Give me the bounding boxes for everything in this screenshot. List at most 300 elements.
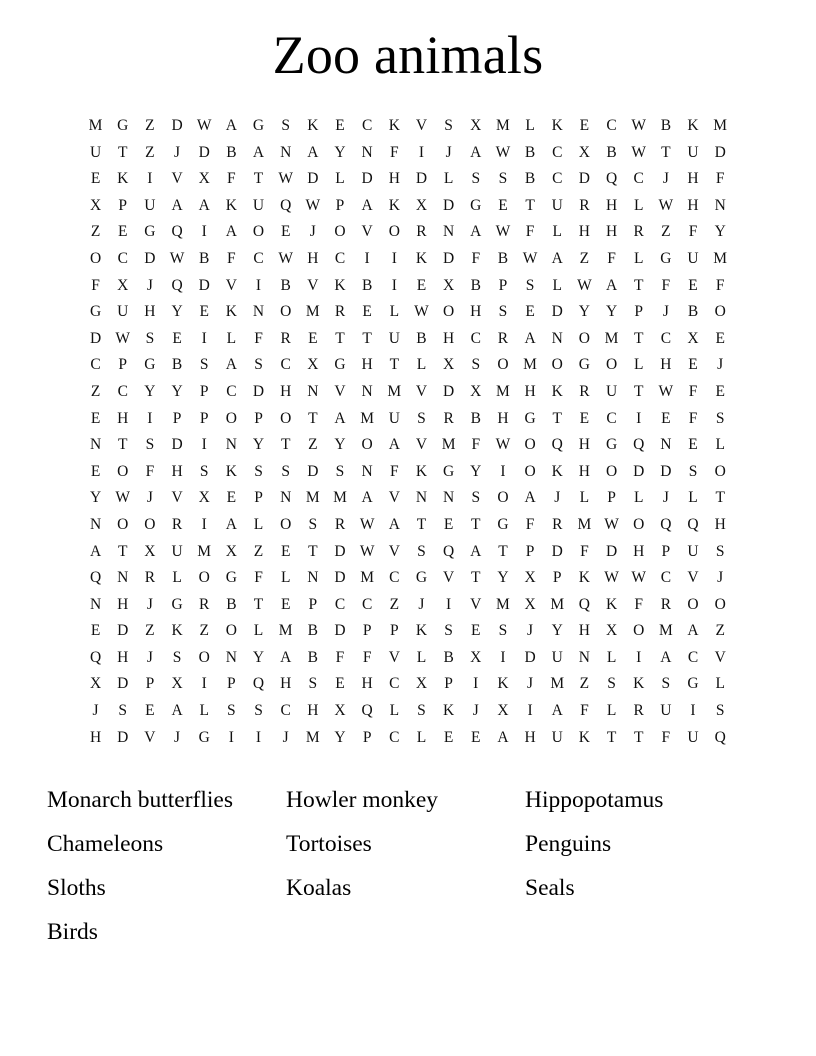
grid-cell[interactable]: C [606,409,617,427]
grid-cell[interactable]: O [524,436,536,454]
grid-cell[interactable]: H [144,303,156,321]
grid-cell[interactable]: H [660,356,672,374]
grid-cell[interactable]: S [715,702,725,720]
grid-cell[interactable]: Q [280,196,292,214]
grid-cell[interactable]: P [308,595,318,613]
grid-cell[interactable]: M [496,595,510,613]
grid-cell[interactable]: S [444,622,453,640]
grid-cell[interactable]: S [254,462,263,480]
grid-cell[interactable]: R [199,595,210,613]
grid-cell[interactable]: X [443,356,455,374]
grid-cell[interactable]: M [360,569,375,587]
grid-cell[interactable]: P [389,622,399,640]
grid-cell[interactable]: J [146,489,153,507]
grid-cell[interactable]: H [117,648,129,666]
grid-cell[interactable]: T [308,409,318,427]
grid-cell[interactable]: N [89,515,102,533]
grid-cell[interactable]: J [282,728,289,746]
grid-cell[interactable]: T [552,409,562,427]
grid-cell[interactable]: D [252,382,265,400]
grid-cell[interactable]: A [551,249,563,267]
grid-cell[interactable]: B [416,329,427,347]
grid-cell[interactable]: P [335,196,345,214]
grid-cell[interactable]: B [524,170,536,188]
grid-cell[interactable]: E [90,170,101,188]
grid-cell[interactable]: U [89,143,102,161]
grid-cell[interactable]: G [171,595,183,613]
grid-cell[interactable]: K [388,117,400,134]
grid-cell[interactable]: D [334,622,346,640]
grid-cell[interactable]: Y [551,622,563,640]
grid-cell[interactable]: F [634,595,644,613]
grid-cell[interactable]: L [253,622,264,640]
grid-cell[interactable]: A [361,489,373,507]
grid-cell[interactable]: F [471,249,481,267]
grid-cell[interactable]: M [523,356,537,374]
grid-cell[interactable]: I [527,702,533,720]
grid-cell[interactable]: X [524,569,536,587]
grid-cell[interactable]: E [688,356,698,374]
word-list-item[interactable]: Sloths [47,875,106,901]
grid-cell[interactable]: F [715,276,725,294]
letter-grid[interactable] [82,113,734,751]
grid-cell[interactable]: T [389,356,400,374]
grid-cell[interactable]: J [146,595,153,613]
grid-cell[interactable]: F [715,170,725,188]
grid-cell[interactable]: F [254,569,263,587]
grid-cell[interactable]: T [253,595,264,613]
grid-cell[interactable]: E [471,622,481,640]
grid-cell[interactable]: W [522,249,538,267]
grid-cell[interactable]: E [715,382,725,400]
grid-cell[interactable]: U [144,196,156,214]
grid-cell[interactable]: Z [389,595,400,613]
grid-cell[interactable]: U [687,728,699,746]
grid-cell[interactable]: Q [687,515,699,533]
grid-cell[interactable]: E [661,409,671,427]
grid-cell[interactable]: O [524,462,536,480]
grid-cell[interactable]: S [417,702,426,720]
grid-cell[interactable]: V [388,542,400,560]
grid-cell[interactable]: L [633,196,644,214]
grid-cell[interactable]: M [550,675,565,693]
grid-cell[interactable]: H [633,542,645,560]
grid-cell[interactable]: G [144,356,156,374]
grid-cell[interactable]: D [198,143,210,161]
grid-cell[interactable]: J [445,143,452,161]
grid-cell[interactable]: W [495,223,511,241]
grid-cell[interactable]: O [714,462,726,480]
grid-cell[interactable]: U [551,728,563,746]
grid-cell[interactable]: D [117,675,129,693]
grid-cell[interactable]: H [578,462,590,480]
grid-cell[interactable]: U [171,542,183,560]
grid-cell[interactable]: F [525,515,535,533]
grid-cell[interactable]: Z [145,622,155,640]
grid-cell[interactable]: T [362,329,372,347]
grid-cell[interactable]: O [605,462,618,480]
grid-cell[interactable]: T [308,542,318,560]
grid-cell[interactable]: X [89,196,102,214]
grid-cell[interactable]: V [714,648,726,666]
grid-cell[interactable]: H [524,382,536,400]
grid-cell[interactable]: S [715,542,725,560]
grid-cell[interactable]: O [198,569,210,587]
grid-cell[interactable]: K [415,622,428,640]
grid-cell[interactable]: V [388,489,400,507]
word-list-item[interactable]: Penguins [525,831,612,857]
grid-cell[interactable]: X [144,542,156,560]
grid-cell[interactable]: O [117,515,129,533]
grid-cell[interactable]: C [117,382,128,400]
grid-cell[interactable]: O [198,648,210,666]
grid-cell[interactable]: V [388,648,400,666]
grid-cell[interactable]: M [305,489,320,507]
grid-cell[interactable]: O [497,356,509,374]
grid-cell[interactable]: E [90,462,101,480]
grid-cell[interactable]: V [144,728,156,746]
grid-cell[interactable]: V [171,170,183,188]
grid-cell[interactable]: W [305,196,321,214]
grid-cell[interactable]: I [201,675,207,693]
word-list-item[interactable]: Koalas [286,875,352,901]
grid-cell[interactable]: H [605,196,618,214]
grid-cell[interactable]: A [307,143,319,161]
grid-cell[interactable]: D [198,276,210,294]
grid-cell[interactable]: F [254,329,263,347]
grid-cell[interactable]: C [90,356,101,374]
grid-cell[interactable]: D [171,436,183,454]
grid-cell[interactable]: D [117,728,129,746]
grid-cell[interactable]: P [362,622,372,640]
grid-cell[interactable]: L [389,702,400,720]
grid-cell[interactable]: X [225,542,237,560]
grid-cell[interactable]: U [551,196,563,214]
grid-cell[interactable]: N [307,382,319,400]
grid-cell[interactable]: C [687,648,699,666]
grid-cell[interactable]: O [144,515,156,533]
grid-cell[interactable]: O [551,356,563,374]
grid-cell[interactable]: Y [605,303,618,321]
grid-cell[interactable]: J [146,276,153,294]
grid-cell[interactable]: K [497,675,509,693]
grid-cell[interactable]: R [579,196,590,214]
grid-cell[interactable]: X [117,276,129,294]
grid-cell[interactable]: P [525,542,535,560]
grid-cell[interactable]: E [280,223,291,241]
grid-cell[interactable]: H [307,702,319,720]
grid-cell[interactable]: J [717,569,724,587]
grid-cell[interactable]: N [551,329,563,347]
grid-cell[interactable]: M [713,249,728,267]
grid-cell[interactable]: L [552,223,562,241]
grid-cell[interactable]: G [687,675,699,693]
grid-cell[interactable]: G [89,303,102,321]
grid-cell[interactable]: K [578,569,590,587]
grid-cell[interactable]: E [443,515,454,533]
grid-cell[interactable]: F [661,728,671,746]
grid-cell[interactable]: F [91,276,100,294]
grid-cell[interactable]: P [661,542,671,560]
grid-cell[interactable]: S [199,462,209,480]
grid-cell[interactable]: A [225,356,237,374]
grid-cell[interactable]: N [415,489,428,507]
grid-cell[interactable]: B [470,276,481,294]
grid-cell[interactable]: T [471,569,481,587]
grid-cell[interactable]: E [443,728,454,746]
grid-cell[interactable]: K [307,117,319,134]
grid-cell[interactable]: S [661,675,671,693]
grid-cell[interactable]: X [470,117,482,134]
grid-cell[interactable]: X [307,356,319,374]
grid-cell[interactable]: W [577,276,592,294]
grid-cell[interactable]: D [144,249,156,267]
grid-cell[interactable]: G [117,117,129,134]
grid-cell[interactable]: C [660,329,672,347]
grid-cell[interactable]: A [361,196,373,214]
grid-cell[interactable]: X [605,622,618,640]
word-list[interactable] [47,778,767,954]
grid-cell[interactable]: S [172,648,182,666]
grid-cell[interactable]: Q [633,436,645,454]
grid-cell[interactable]: A [171,196,183,214]
grid-cell[interactable]: M [496,382,510,400]
grid-cell[interactable]: X [415,675,428,693]
grid-cell[interactable]: T [633,276,644,294]
grid-cell[interactable]: V [334,382,346,400]
grid-cell[interactable]: O [714,595,726,613]
grid-cell[interactable]: S [688,462,698,480]
grid-cell[interactable]: L [416,728,427,746]
grid-cell[interactable]: I [636,648,642,666]
grid-cell[interactable]: S [525,276,535,294]
grid-cell[interactable]: P [498,276,508,294]
grid-cell[interactable]: D [334,569,346,587]
grid-cell[interactable]: Z [199,622,209,640]
grid-cell[interactable]: J [418,595,425,613]
grid-cell[interactable]: L [416,356,427,374]
grid-cell[interactable]: W [658,196,674,214]
grid-cell[interactable]: N [714,196,726,214]
grid-cell[interactable]: W [495,143,511,161]
word-list-item[interactable]: Hippopotamus [525,787,664,813]
grid-cell[interactable]: O [497,489,509,507]
grid-cell[interactable]: C [660,569,672,587]
grid-cell[interactable]: Z [145,143,155,161]
grid-cell[interactable]: S [471,356,481,374]
grid-cell[interactable]: T [335,329,345,347]
grid-cell[interactable]: P [552,569,562,587]
grid-cell[interactable]: J [662,489,669,507]
grid-cell[interactable]: E [362,303,372,321]
grid-cell[interactable]: O [633,515,645,533]
grid-cell[interactable]: B [687,303,699,321]
grid-cell[interactable]: E [579,117,590,134]
grid-cell[interactable]: I [147,170,153,188]
grid-cell[interactable]: A [470,223,482,241]
grid-cell[interactable]: X [334,702,346,720]
grid-cell[interactable]: R [497,329,509,347]
grid-cell[interactable]: J [309,223,316,241]
grid-cell[interactable]: P [634,303,644,321]
grid-cell[interactable]: N [117,569,129,587]
grid-cell[interactable]: K [633,675,645,693]
grid-cell[interactable]: E [335,675,345,693]
grid-cell[interactable]: F [335,648,345,666]
grid-cell[interactable]: F [688,382,698,400]
grid-cell[interactable]: N [225,436,237,454]
grid-cell[interactable]: L [172,569,182,587]
grid-cell[interactable]: F [389,143,399,161]
word-list-item[interactable]: Birds [47,919,98,945]
grid-cell[interactable]: A [524,329,536,347]
grid-cell[interactable]: Y [171,382,183,400]
grid-cell[interactable]: L [633,489,644,507]
grid-cell[interactable]: X [198,170,210,188]
grid-cell[interactable]: X [497,702,509,720]
grid-cell[interactable]: H [388,170,400,188]
grid-cell[interactable]: H [361,356,373,374]
grid-cell[interactable]: X [470,382,482,400]
grid-cell[interactable]: E [471,728,481,746]
grid-cell[interactable]: Y [334,143,346,161]
grid-cell[interactable]: G [497,515,509,533]
grid-cell[interactable]: B [470,409,481,427]
grid-cell[interactable]: P [444,675,453,693]
grid-cell[interactable]: O [334,223,346,241]
grid-cell[interactable]: L [389,303,400,321]
grid-cell[interactable]: E [280,542,291,560]
grid-cell[interactable]: G [605,436,618,454]
grid-cell[interactable]: O [578,329,590,347]
grid-cell[interactable]: K [415,249,428,267]
grid-cell[interactable]: Z [253,542,264,560]
grid-cell[interactable]: M [305,303,320,321]
grid-cell[interactable]: Y [334,436,346,454]
grid-cell[interactable]: V [470,595,482,613]
grid-cell[interactable]: H [687,196,699,214]
grid-cell[interactable]: K [388,196,400,214]
grid-cell[interactable]: C [633,170,644,188]
grid-cell[interactable]: K [225,462,237,480]
grid-cell[interactable]: W [196,117,212,134]
grid-cell[interactable]: I [364,249,370,267]
grid-cell[interactable]: U [388,409,400,427]
grid-cell[interactable]: N [361,143,373,161]
grid-cell[interactable]: W [414,303,429,321]
grid-cell[interactable]: C [361,595,373,613]
word-list-item[interactable]: Howler monkey [286,787,439,813]
grid-cell[interactable]: T [715,489,725,507]
grid-cell[interactable]: B [443,648,454,666]
grid-cell[interactable]: A [198,196,210,214]
grid-cell[interactable]: D [307,462,319,480]
grid-cell[interactable]: B [199,249,210,267]
grid-cell[interactable]: T [661,143,671,161]
grid-cell[interactable]: W [495,436,511,454]
grid-cell[interactable]: R [334,515,346,533]
grid-cell[interactable]: D [171,117,183,134]
grid-cell[interactable]: H [578,223,590,241]
grid-cell[interactable]: J [146,648,153,666]
grid-cell[interactable]: W [278,249,293,267]
grid-cell[interactable]: C [361,117,373,134]
grid-cell[interactable]: A [225,515,237,533]
grid-cell[interactable]: S [308,515,318,533]
grid-cell[interactable]: S [254,356,263,374]
grid-cell[interactable]: E [688,436,698,454]
grid-cell[interactable]: N [361,382,373,400]
grid-cell[interactable]: P [227,675,236,693]
grid-cell[interactable]: N [361,462,373,480]
grid-cell[interactable]: D [714,143,726,161]
grid-cell[interactable]: D [633,462,645,480]
grid-cell[interactable]: K [443,702,455,720]
grid-cell[interactable]: C [389,569,400,587]
grid-cell[interactable]: L [579,489,590,507]
grid-cell[interactable]: F [525,223,535,241]
grid-cell[interactable]: F [688,409,698,427]
grid-cell[interactable]: D [443,249,455,267]
grid-cell[interactable]: L [253,515,264,533]
grid-cell[interactable]: A [524,489,536,507]
grid-cell[interactable]: J [717,356,724,374]
grid-cell[interactable]: Z [715,622,725,640]
grid-cell[interactable]: S [335,462,345,480]
grid-cell[interactable]: J [662,303,669,321]
grid-cell[interactable]: O [280,303,292,321]
grid-cell[interactable]: D [551,542,563,560]
grid-cell[interactable]: A [497,728,509,746]
grid-cell[interactable]: B [226,595,237,613]
grid-cell[interactable]: T [606,728,617,746]
grid-cell[interactable]: S [498,170,508,188]
grid-cell[interactable]: Z [145,117,155,134]
grid-cell[interactable]: D [361,170,373,188]
grid-cell[interactable]: U [660,702,672,720]
grid-cell[interactable]: J [174,728,181,746]
grid-cell[interactable]: Z [308,436,318,454]
grid-cell[interactable]: H [578,436,590,454]
grid-cell[interactable]: N [443,223,455,241]
grid-cell[interactable]: S [444,117,453,134]
grid-cell[interactable]: H [280,675,292,693]
grid-cell[interactable]: Y [497,569,509,587]
grid-cell[interactable]: U [252,196,265,214]
grid-cell[interactable]: E [498,196,508,214]
grid-cell[interactable]: Y [171,303,183,321]
grid-cell[interactable]: X [198,489,210,507]
grid-cell[interactable]: C [117,249,128,267]
grid-cell[interactable]: F [145,462,155,480]
grid-cell[interactable]: Q [660,515,672,533]
grid-cell[interactable]: S [227,702,236,720]
grid-cell[interactable]: P [118,196,128,214]
grid-cell[interactable]: P [607,489,616,507]
grid-cell[interactable]: G [225,569,237,587]
grid-cell[interactable]: K [171,622,183,640]
grid-cell[interactable]: H [497,409,509,427]
grid-cell[interactable]: E [308,329,318,347]
grid-cell[interactable]: O [252,223,265,241]
grid-cell[interactable]: D [605,542,618,560]
grid-cell[interactable]: X [89,675,102,693]
grid-cell[interactable]: J [527,675,534,693]
grid-cell[interactable]: N [89,595,102,613]
grid-cell[interactable]: J [662,170,669,188]
grid-cell[interactable]: I [201,515,207,533]
grid-cell[interactable]: U [687,542,699,560]
